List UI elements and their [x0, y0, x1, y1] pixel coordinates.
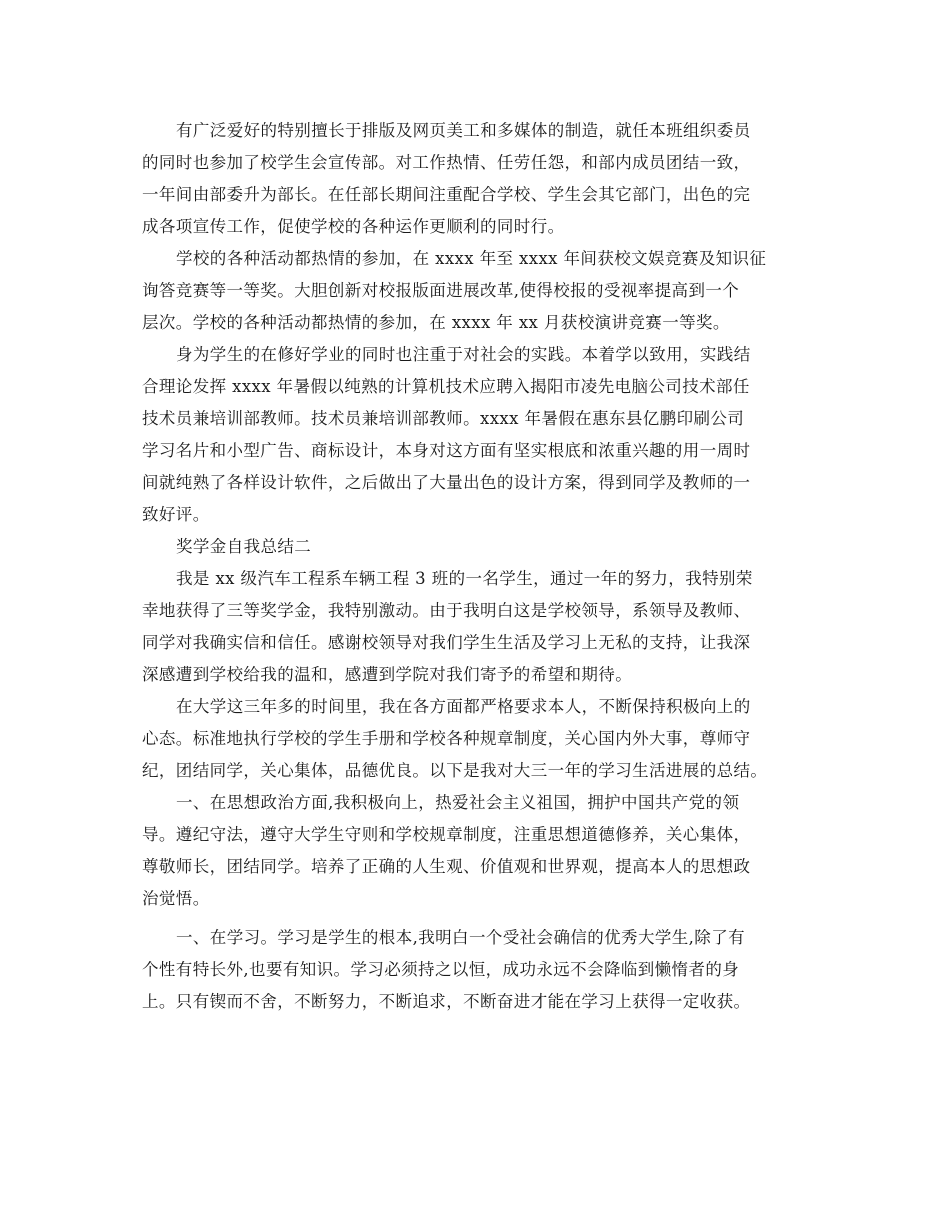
text-line: 有广泛爱好的特别擅长于排版及网页美工和多媒体的制造，就任本班组织委员: [176, 121, 751, 140]
text-line: 一年间由部委升为部长。在任部长期间注重配合学校、学生会其它部门，出色的完: [142, 185, 751, 204]
text-line: 询答竞赛等一等奖。大胆创新对校报版面进展改革,使得校报的受视率提高到一个: [142, 281, 740, 300]
section-heading: [142, 531, 822, 563]
paragraph: [142, 787, 822, 915]
text-line: 上。只有锲而不舍，不断努力，不断追求，不断奋进才能在学习上获得一定收获。: [142, 992, 751, 1011]
text-line: 层次。学校的各种活动都热情的参加，在 xxxx 年 xx 月获校演讲竞赛一等奖。: [142, 313, 730, 332]
text-line: 间就纯熟了各样设计软件，之后做出了大量出色的设计方案，得到同学及教师的一: [142, 473, 751, 492]
text-line: 技术员兼培训部教师。技术员兼培训部教师。xxxx 年暑假在惠东县亿鹏印刷公司: [142, 409, 745, 428]
text-line: 幸地获得了三等奖学金，我特别激动。由于我明白这是学校领导，系领导及教师、: [142, 601, 751, 620]
text-line: 身为学生的在修好学业的同时也注重于对社会的实践。本着学以致用，实践结: [176, 345, 751, 364]
paragraph: [142, 339, 822, 531]
text-line: 治觉悟。: [142, 889, 210, 908]
paragraph: [142, 563, 822, 691]
document-body: [142, 115, 822, 1018]
text-line: 学习名片和小型广告、商标设计，本身对这方面有坚实根底和浓重兴趣的用一周时: [142, 441, 751, 460]
text-line: 我是 xx 级汽车工程系车辆工程 3 班的一名学生，通过一年的努力，我特别荣: [176, 569, 753, 588]
paragraph: [142, 922, 822, 1018]
text-line: 一、在思想政治方面,我积极向上，热爱社会主义祖国，拥护中国共产党的领: [176, 793, 740, 812]
text-line: 尊敬师长，团结同学。培养了正确的人生观、价值观和世界观，提高本人的思想政: [142, 857, 751, 876]
text-line: 同学对我确实信和信任。感谢校领导对我们学生生活及学习上无私的支持，让我深: [142, 633, 751, 652]
text-line: 致好评。: [142, 505, 210, 524]
text-line: 纪，团结同学，关心集体，品德优良。以下是我对大三一年的学习生活进展的总结。: [142, 761, 768, 780]
text-line: 深感遭到学校给我的温和，感遭到学院对我们寄予的希望和期待。: [142, 665, 633, 684]
text-line: 导。遵纪守法，遵守大学生守则和学校规章制度，注重思想道德修养，关心集体，: [142, 825, 751, 844]
paragraph: [142, 243, 822, 339]
text-line: 心态。标准地执行学校的学生手册和学校各种规章制度，关心国内外大事，尊师守: [142, 729, 751, 748]
paragraph-spacer: [142, 915, 822, 922]
text-line: 个性有特长外,也要有知识。学习必须持之以恒，成功永远不会降临到懒惰者的身: [142, 960, 740, 979]
heading-text: 奖学金自我总结二: [176, 537, 312, 556]
text-line: 在大学这三年多的时间里，我在各方面都严格要求本人，不断保持积极向上的: [176, 697, 751, 716]
text-line: 一、在学习。学习是学生的根本,我明白一个受社会确信的优秀大学生,除了有: [176, 928, 745, 947]
text-line: 成各项宣传工作，促使学校的各种运作更顺利的同时行。: [142, 217, 565, 236]
paragraph: [142, 115, 822, 243]
text-line: 合理论发挥 xxxx 年暑假以纯熟的计算机技术应聘入揭阳市凌先电脑公司技术部任: [142, 377, 750, 396]
text-line: 学校的各种活动都热情的参加，在 xxxx 年至 xxxx 年间获校文娱竞赛及知识征: [176, 249, 767, 268]
text-line: 的同时也参加了校学生会宣传部。对工作热情、任劳任怨，和部内成员团结一致，: [142, 153, 751, 172]
paragraph: [142, 691, 822, 787]
